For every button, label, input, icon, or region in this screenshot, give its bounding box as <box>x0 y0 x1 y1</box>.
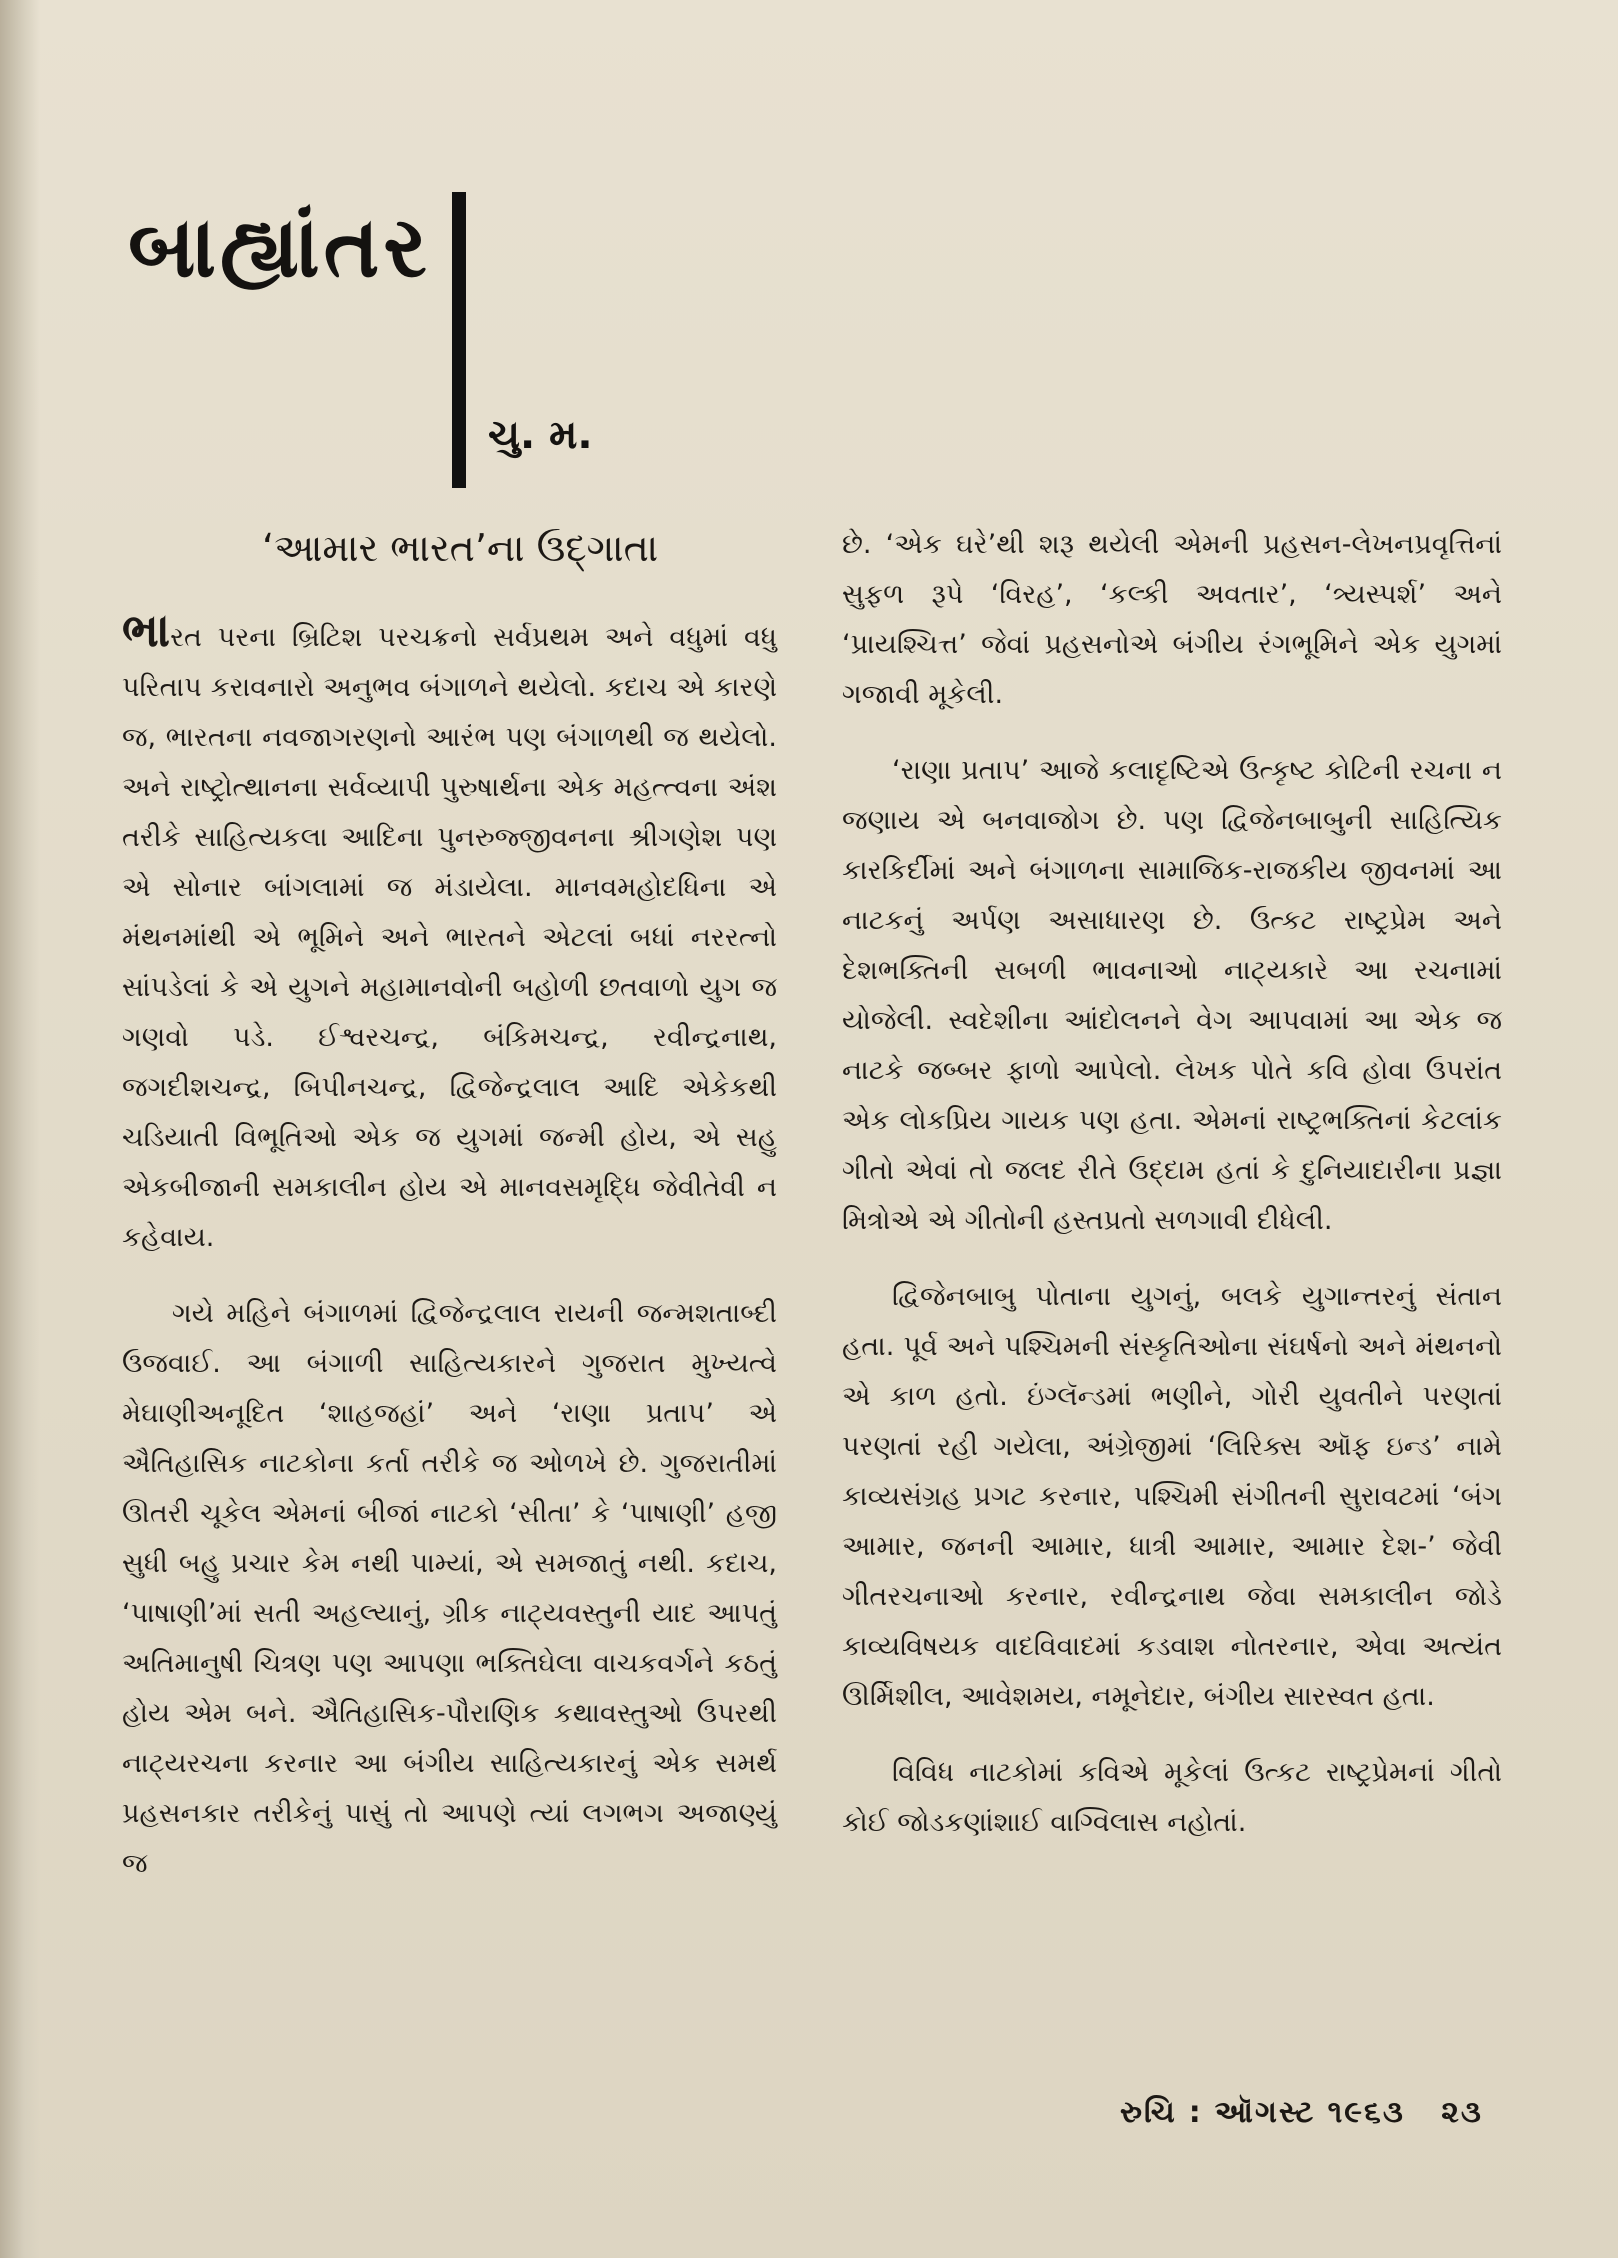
article-title: ‘આમાર ભારત’ના ઉદ્ગાતા <box>262 526 659 570</box>
right-paragraph-3: દ્વિજેનબાબુ પોતાના યુગનું, બલકે યુગાન્તરનું સંતાન હતા. પૂર્વ અને પશ્ચિમની સંસ્કૃતિઓના સંઘર્ષનો અને મંથનનો એ કાળ હતો. ઇંગ્લૅન્ડમાં ભણીને, ગોરી યુવતીને પરણતાં પરણતાં રહી ગયેલા, અંગ્રેજીમાં ‘લિરિક્સ ઑફ ઇન્ડ’ નામે કાવ્યસંગ્રહ પ્રગટ કરનાર, પશ્ચિમી સંગીતની સુરાવટમાં ‘બંગ આમાર, જનની આમાર, ધાત્રી આમાર, આમાર દેશ-’ જેવી ગીતરચનાઓ કરનાર, રવીન્દ્રનાથ જેવા સમકાલીન જોડે કાવ્યવિષયક વાદવિવાદમાં કડવાશ નોતરનાર, એવા અત્યંત ઊર્મિશીલ, આવેશમય, નમૂનેદાર, બંગીય સારસ્વત હતા. <box>842 1281 1502 1712</box>
right-paragraph-4: વિવિધ નાટકોમાં કવિએ મૂકેલાં ઉત્કટ રાષ્ટ્રપ્રેમનાં ગીતો કોઈ જોડકણાંશાઈ વાગ્વિલાસ નહોતાં. <box>842 1757 1502 1838</box>
left-paragraph-1-text: રત પરના બ્રિટિશ પરચક્રનો સર્વપ્રથમ અને વધુમાં વધુ પરિતાપ કરાવનારો અનુભવ બંગાળને થયેલો. કદાચ એ કારણે જ, ભારતના નવજાગરણનો આરંભ પણ બંગાળથી જ થયેલો. અને રાષ્ટ્રોત્થાનના સર્વવ્યાપી પુરુષાર્થના એક મહત્ત્વના અંશ તરીકે સાહિત્યકલા આદિના પુનરુજ્જીવનના શ્રીગણેશ પણ એ સોનાર બાંગલામાં જ મંડાયેલા. માનવમહોદધિના એ મંથનમાંથી એ ભૂમિને અને ભારતને એટલાં બધાં નરરત્નો સાંપડેલાં કે એ યુગને મહામાનવોની બહોળી છતવાળો યુગ જ ગણવો પડે. ઈશ્વરચન્દ્ર, બંકિમચન્દ્ર, રવીન્દ્રનાથ, જગદીશચન્દ્ર, બિપીનચન્દ્ર, દ્વિજેન્દ્રલાલ આદિ એકેકથી ચડિયાતી વિભૂતિઓ એક જ યુગમાં જન્મી હોય, એ સહુ એકબીજાની સમકાલીન હોય એ માનવસમૃદ્ધિ જેવીતેવી ન કહેવાય. <box>122 622 777 1253</box>
title-divider-rule <box>452 192 466 488</box>
right-paragraph-1: છે. ‘એક ઘરે’થી શરૂ થયેલી એમની પ્રહસન-લેખનપ્રવૃત્તિનાં સુફળ રૂપે ‘વિરહ’, ‘કલ્કી અવતાર’, ‘ત્ર્યસ્પર્શ’ અને ‘પ્રાયશ્ચિત્ત’ જેવાં પ્રહસનોએ બંગીય રંગભૂમિને એક યુગમાં ગજાવી મૂકેલી. <box>842 529 1502 710</box>
right-paragraph-2: ‘રાણા પ્રતાપ’ આજે કલાદૃષ્ટિએ ઉત્કૃષ્ટ કોટિની રચના ન જણાય એ બનવાજોગ છે. પણ દ્વિજેનબાબુની સાહિત્યિક કારકિર્દીમાં અને બંગાળના સામાજિક-રાજકીય જીવનમાં આ નાટકનું અર્પણ અસાધારણ છે. ઉત્કટ રાષ્ટ્રપ્રેમ અને દેશભક્તિની સબળી ભાવનાઓ નાટ્યકારે આ રચનામાં યોજેલી. સ્વદેશીના આંદોલનને વેગ આપવામાં આ એક જ નાટકે જબ્બર ફાળો આપેલો. લેખક પોતે કવિ હોવા ઉપરાંત એક લોકપ્રિય ગાયક પણ હતા. એમનાં રાષ્ટ્રભક્તિનાં કેટલાંક ગીતો એવાં તો જલદ રીતે ઉદ્દામ હતાં કે દુનિયાદારીના પ્રજ્ઞા મિત્રોએ એ ગીતોની હસ્તપ્રતો સળગાવી દીધેલી. <box>842 755 1502 1236</box>
left-paragraph-2: ગયે મહિને બંગાળમાં દ્વિજેન્દ્રલાલ રાયની જન્મશતાબ્દી ઉજવાઈ. આ બંગાળી સાહિત્યકારને ગુજરાત મુખ્યત્વે મેઘાણીઅનૂદિત ‘શાહજહાં’ અને ‘રાણા પ્રતાપ’ એ ઐતિહાસિક નાટકોના કર્તા તરીકે જ ઓળખે છે. ગુજરાતીમાં ઊતરી ચૂકેલ એમનાં બીજાં નાટકો ‘સીતા’ કે ‘પાષાણી’ હજી સુધી બહુ પ્રચાર કેમ નથી પામ્યાં, એ સમજાતું નથી. કદાચ, ‘પાષાણી’માં સતી અહલ્યાનું, ગ્રીક નાટ્યવસ્તુની યાદ આપતું અતિમાનુષી ચિત્રણ પણ આપણા ભક્તિઘેલા વાચકવર્ગને કઠતું હોય એમ બને. ઐતિહાસિક-પૌરાણિક કથાવસ્તુઓ ઉપરથી નાટ્યરચના કરનાર આ બંગીય સાહિત્યકારનું એક સમર્થ પ્રહસનકાર તરીકેનું પાસું તો આપણે ત્યાં લગભગ અજાણ્યું જ <box>122 1298 777 1879</box>
left-paragraph-1 <box>122 603 777 1263</box>
footer-issue-date: ઑગસ્ટ ૧૯૬૩ <box>1214 2095 1405 2130</box>
drop-cap: ભા <box>122 603 171 657</box>
left-column <box>122 603 777 1915</box>
right-column <box>842 520 1502 1874</box>
section-title: બાહ્યાંતર <box>128 198 431 296</box>
page-spine-shadow <box>0 0 40 2258</box>
footer-magazine-name: રુચિ <box>1120 2095 1177 2130</box>
page-footer <box>1120 2095 1483 2130</box>
author-initials: ચુ. મ. <box>488 412 593 458</box>
footer-separator: : <box>1188 2095 1203 2130</box>
footer-page-number: ૨૩ <box>1441 2095 1483 2130</box>
